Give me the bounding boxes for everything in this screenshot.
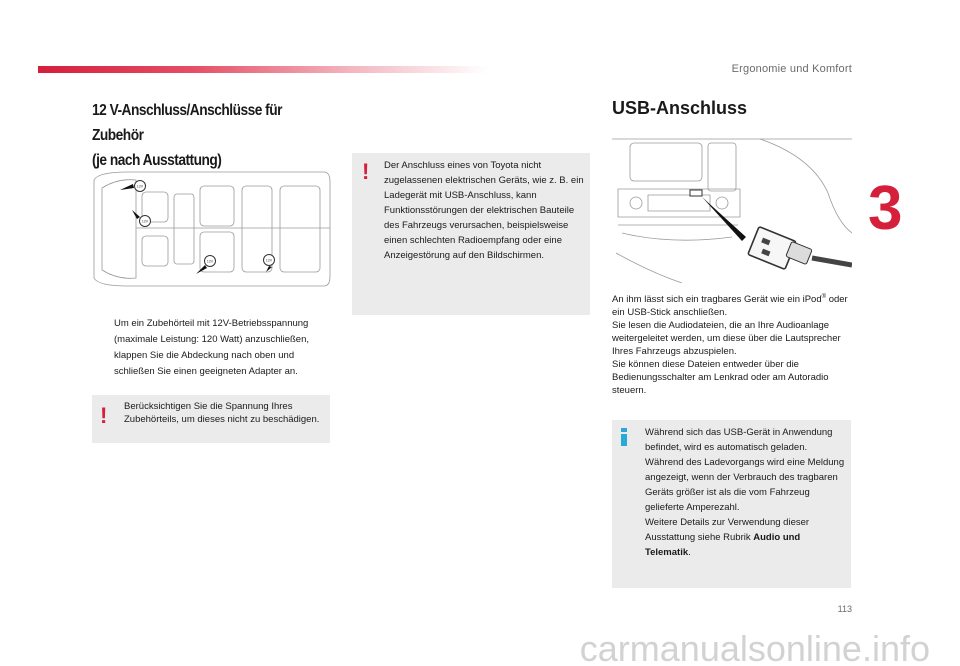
usb-port-illustration: [612, 133, 852, 283]
charging-info-text: [645, 425, 847, 560]
arrow-icon: [196, 265, 207, 274]
vehicle-interior-diagram: [88, 170, 332, 288]
usb-desc-1b: oder ein USB-Stick anschließen.: [612, 294, 848, 319]
chapter-number: 3: [868, 174, 903, 243]
info-3c: .: [688, 547, 691, 558]
usb-description-para-2: Sie lesen die Audiodateien, die an Ihre Audioanlage weitergeleitet werden, um diese über die Lautsprecher Ihres Fahrzeugs abzuspielen.: [612, 320, 841, 358]
arrow-icon: [120, 184, 134, 190]
socket-label: 12V: [141, 219, 149, 224]
usb-desc-1a: An ihm lässt sich ein tragbares Gerät wie ein iPod: [612, 294, 822, 306]
usb-description-para-1: [612, 291, 852, 319]
usb-description-para-3: Sie können diese Dateien entweder über die Bedienungsschalter am Lenkrad oder am Autoradio steuern.: [612, 359, 829, 397]
section-heading-usb: USB-Anschluss: [612, 98, 748, 118]
info-icon: [620, 428, 628, 446]
page-number: 113: [837, 604, 852, 614]
info-para-1: Während sich das USB-Gerät in Anwendung befindet, wird es automatisch geladen.: [645, 427, 833, 453]
unapproved-device-warning-box: [352, 153, 590, 315]
usage-instruction: [92, 316, 334, 380]
socket-label: 12V: [206, 259, 214, 264]
heading-line-2: (je nach Ausstattung): [92, 152, 222, 169]
section-heading-12v: [92, 98, 307, 173]
section-title: Ergonomie und Komfort: [731, 63, 852, 75]
voltage-warning-box: [92, 395, 330, 443]
watermark: carmanualsonline.info: [579, 628, 930, 666]
usage-instruction-text: Um ein Zubehörteil mit 12V-Betriebsspannung (maximale Leistung: 120 Watt) anzuschließen, klappen Sie die Abdeckung nach oben und schließen Sie einen geeigneten Adapter an.: [114, 318, 310, 377]
socket-label: 12V: [136, 184, 144, 189]
info-3a: Weitere Details zur Verwendung dieser Ausstattung siehe Rubrik: [645, 517, 810, 543]
warning-icon: !: [100, 403, 108, 428]
arrow-icon: [702, 197, 746, 241]
voltage-warning-text: Berücksichtigen Sie die Spannung Ihres Zubehörteils, um dieses nicht zu beschädigen.: [124, 401, 320, 425]
unapproved-device-warning-text: Der Anschluss eines von Toyota nicht zugelassenen elektrischen Geräts, wie z. B. ein Ladegerät mit USB-Anschluss, kann Funktionsstörungen der elektrischen Bauteile des Fahrzeugs verursachen, beispielsweise einen schlechten Radioempfang oder eine Anzeigestörung auf den Bildschirmen.: [384, 160, 584, 261]
charging-info-box: [612, 420, 851, 588]
usb-connector-icon: [748, 227, 852, 270]
socket-label: 12V: [265, 258, 273, 263]
usb-description: [612, 291, 852, 397]
heading-line-1: 12 V-Anschluss/Anschlüsse für Zubehör: [92, 102, 282, 144]
header-accent-bar: [38, 66, 488, 73]
info-para-3: [645, 515, 847, 560]
registered-mark: ®: [821, 294, 827, 300]
audio-telematik-link: Audio und Telematik: [645, 532, 801, 558]
warning-icon: !: [362, 159, 370, 184]
info-para-2: Während des Ladevorgangs wird eine Meldung angezeigt, wenn der Verbrauch des tragbaren Geräts größer ist als die vom Fahrzeug gelieferte Amperezahl.: [645, 457, 845, 513]
